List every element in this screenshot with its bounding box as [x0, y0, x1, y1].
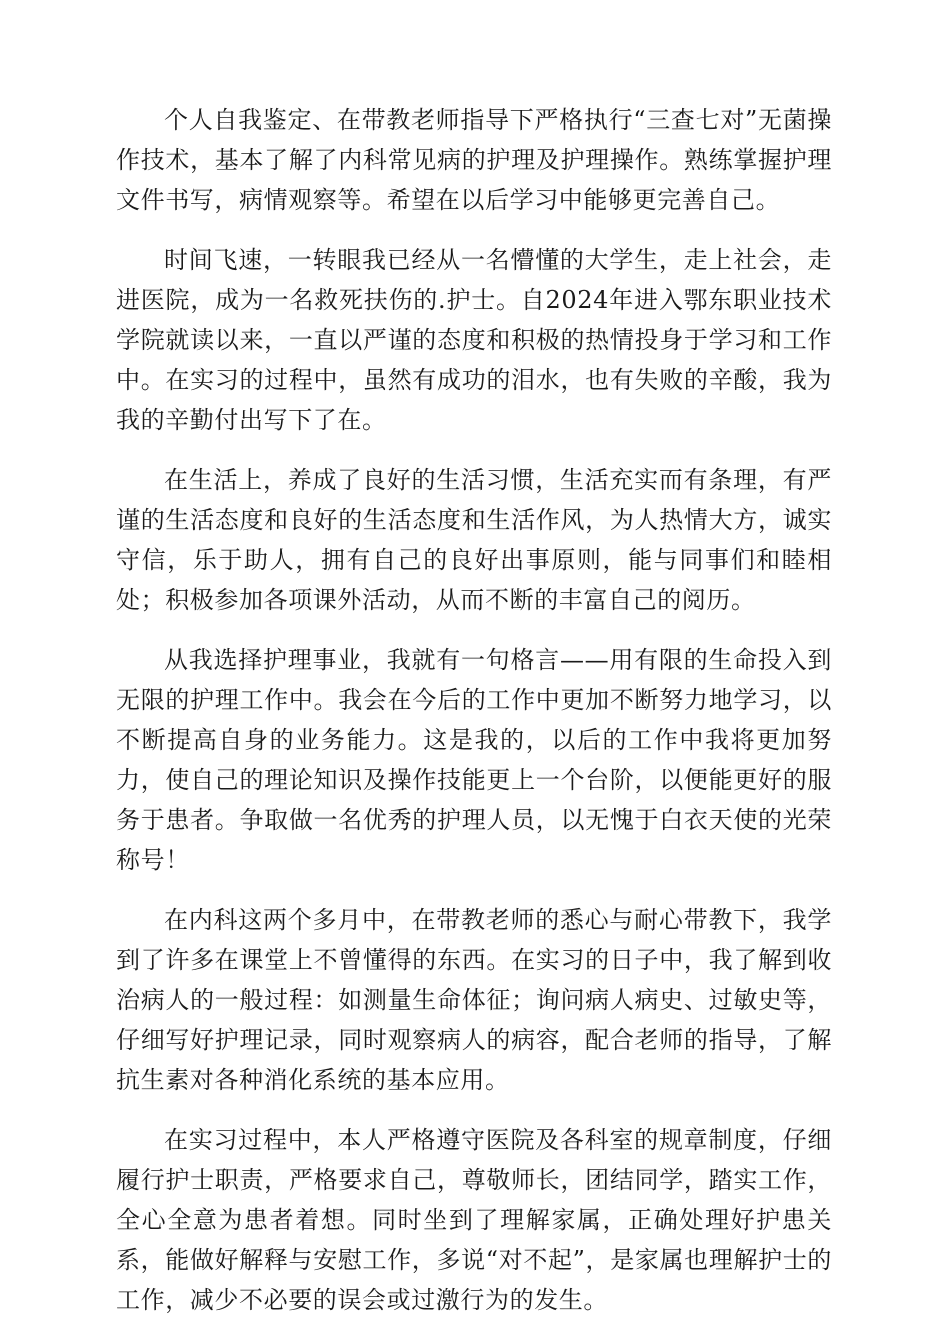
document-body [116, 100, 832, 1340]
paragraph-1: 个人自我鉴定、在带教老师指导下严格执行“三查七对”无菌操作技术，基本了解了内科常见病的护理及护理操作。熟练掌握护理文件书写，病情观察等。希望在以后学习中能够更完善自己。 [116, 106, 832, 214]
paragraph-2: 时间飞速，一转眼我已经从一名懵懂的大学生，走上社会，走进医院，成为一名救死扶伤的.护士。自2024年进入鄂东职业技术学院就读以来，一直以严谨的态度和积极的热情投身于学习和工作中。在实习的过程中，虽然有成功的泪水，也有失败的辛酸，我为我的辛勤付出写下了在。 [116, 246, 832, 434]
paragraph-6: 在实习过程中，本人严格遵守医院及各科室的规章制度，仔细履行护士职责，严格要求自己，尊敬师长，团结同学，踏实工作，全心全意为患者着想。同时坐到了理解家属，正确处理好护患关系，能做好解释与安慰工作，多说“对不起”，是家属也理解护士的工作，减少不必要的误会或过激行为的发生。 [116, 1126, 832, 1314]
paragraph-4: 从我选择护理事业，我就有一句格言——用有限的生命投入到无限的护理工作中。我会在今后的工作中更加不断努力地学习，以不断提高自身的业务能力。这是我的，以后的工作中我将更加努力，使自己的理论知识及操作技能更上一个台阶，以便能更好的服务于患者。争取做一名优秀的护理人员，以无愧于白衣天使的光荣称号！ [116, 646, 832, 874]
paragraph-5: 在内科这两个多月中，在带教老师的悉心与耐心带教下，我学到了许多在课堂上不曾懂得的东西。在实习的日子中，我了解到收治病人的一般过程：如测量生命体征；询问病人病史、过敏史等，仔细写好护理记录，同时观察病人的病容，配合老师的指导，了解抗生素对各种消化系统的基本应用。 [116, 906, 832, 1094]
paragraph-3: 在生活上，养成了良好的生活习惯，生活充实而有条理，有严谨的生活态度和良好的生活态度和生活作风，为人热情大方，诚实守信，乐于助人，拥有自己的良好出事原则，能与同事们和睦相处；积极参加各项课外活动，从而不断的丰富自己的阅历。 [116, 466, 832, 614]
